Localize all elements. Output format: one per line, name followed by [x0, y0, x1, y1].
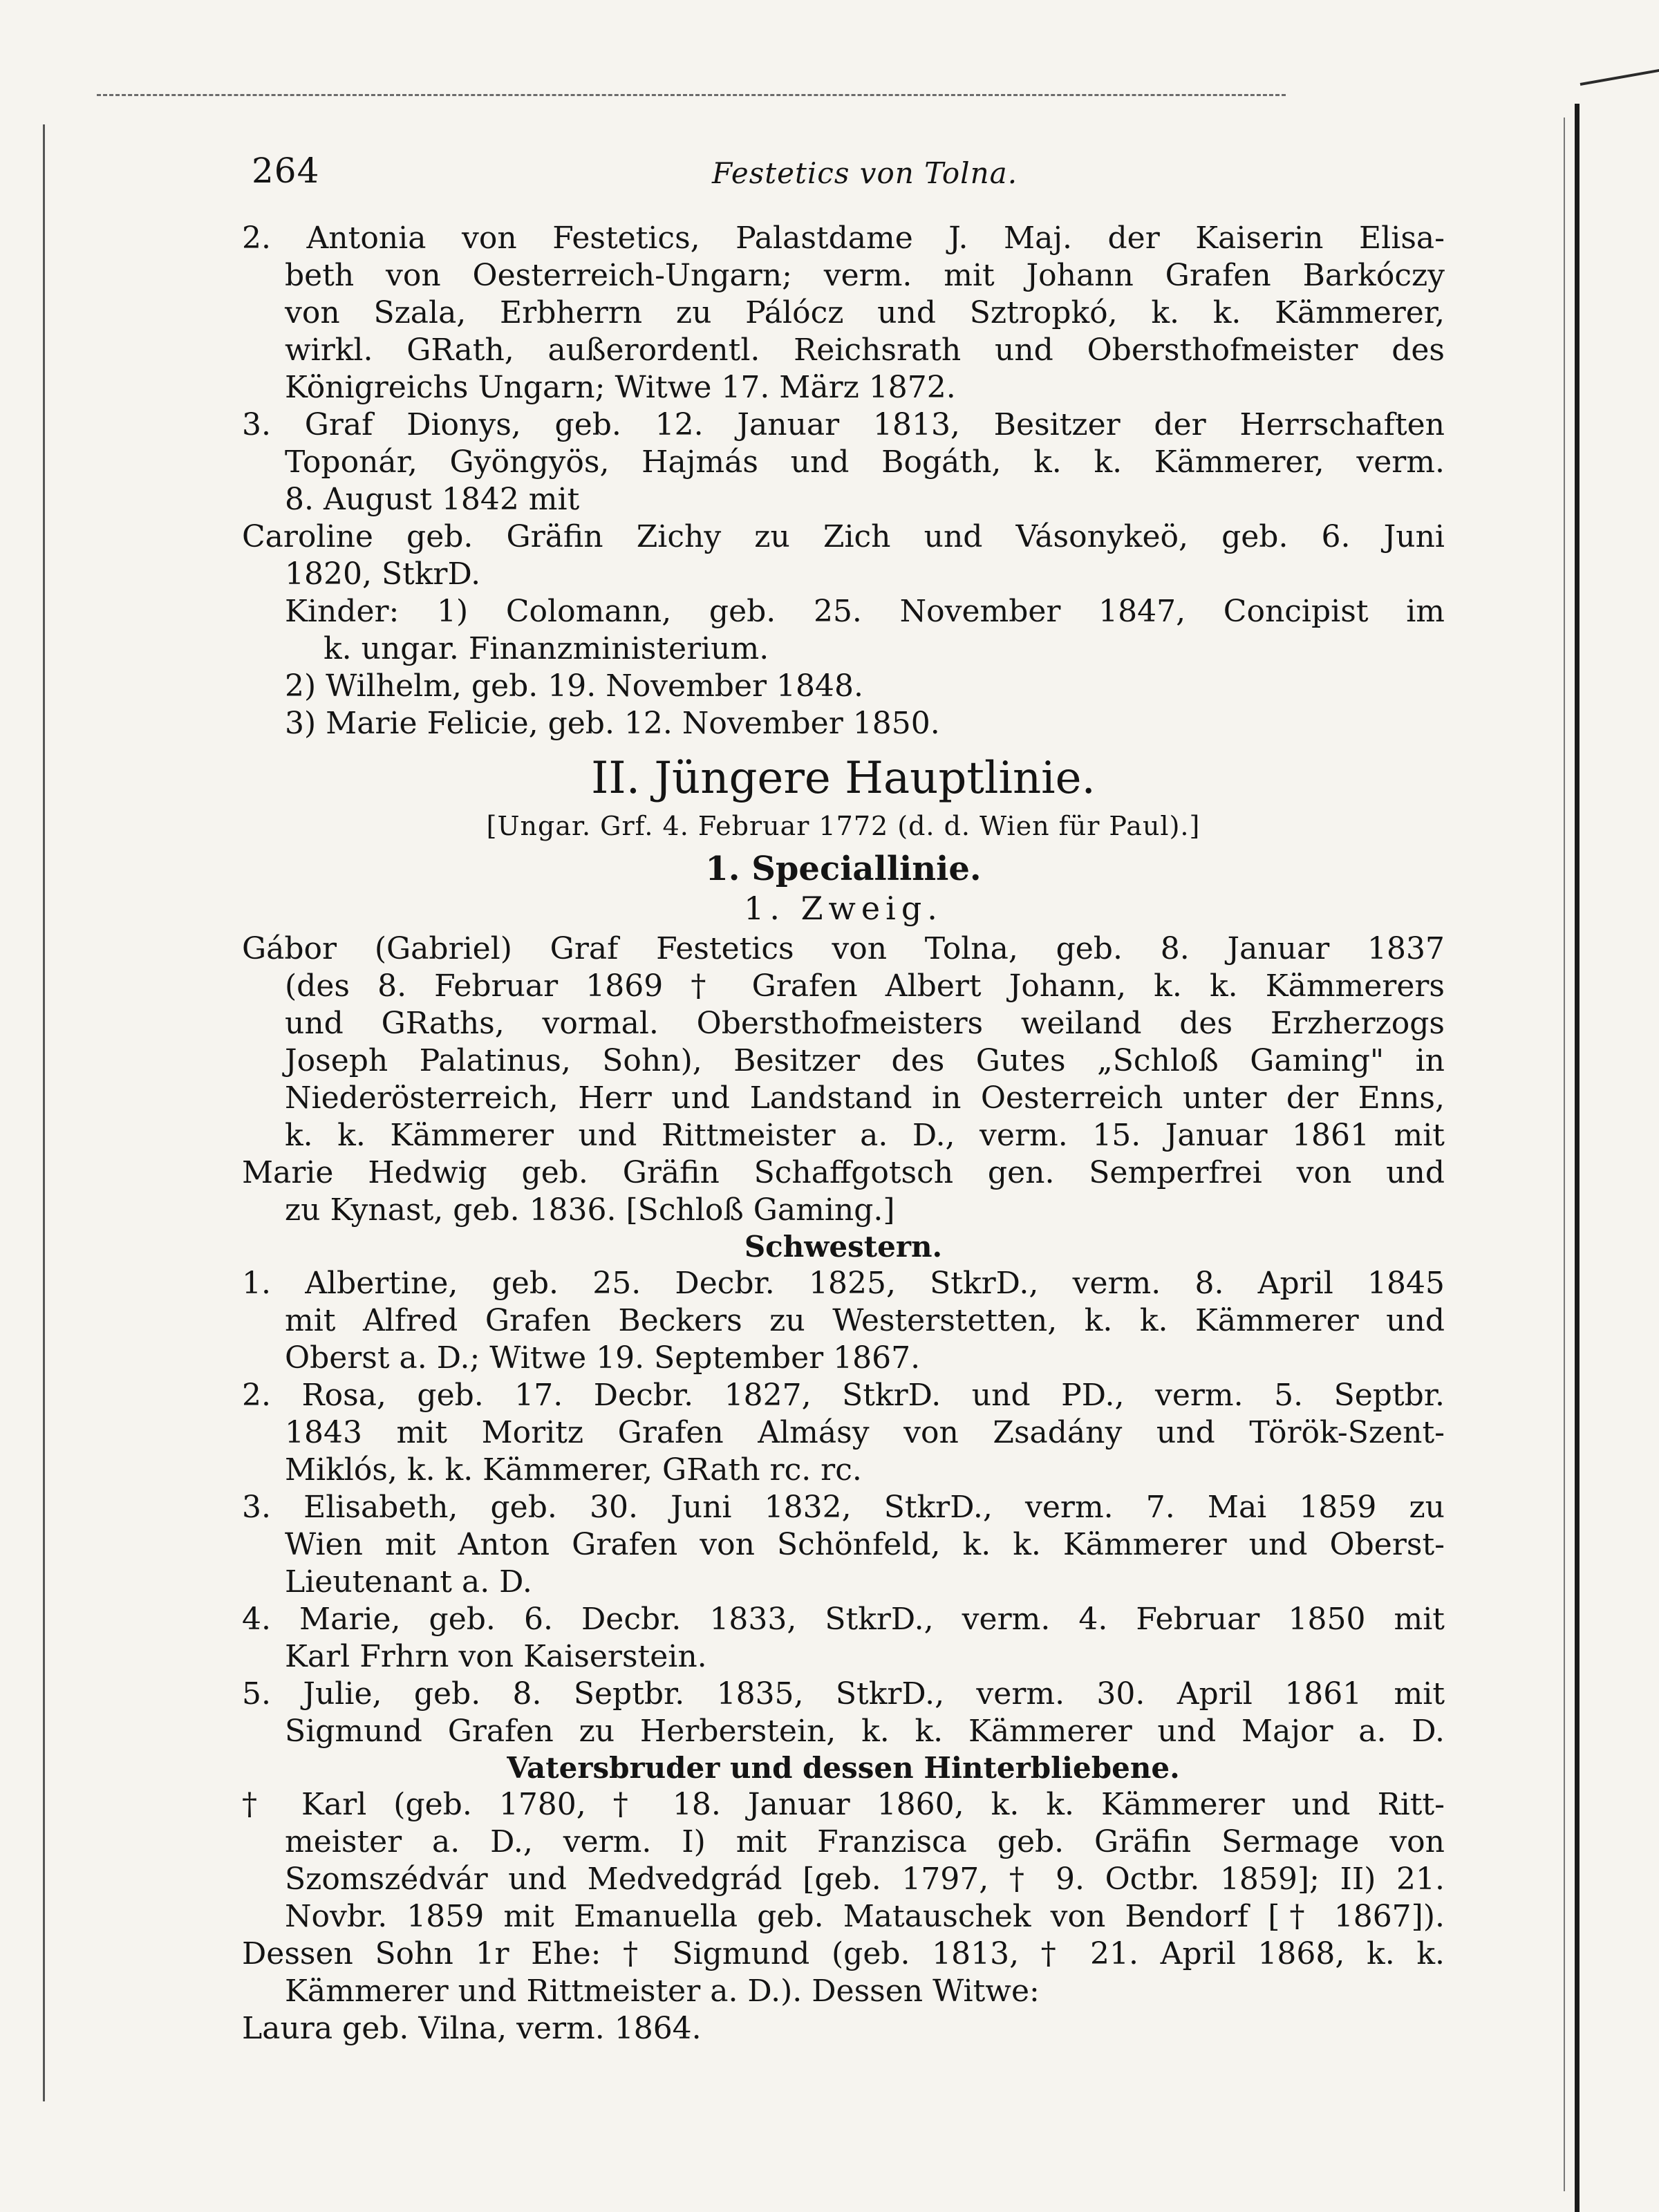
text-line: 1. Albertine, geb. 25. Decbr. 1825, StkrD., verm. 8. April 1845: [242, 1266, 1445, 1301]
text-line: 4. Marie, geb. 6. Decbr. 1833, StkrD., verm. 4. Februar 1850 mit: [242, 1602, 1445, 1637]
text-line: (des 8. Februar 1869 † Grafen Albert Johann, k. k. Kämmerers: [285, 968, 1445, 1004]
section-subheading: [Ungar. Grf. 4. Februar 1772 (d. d. Wien für Paul).]: [486, 811, 1201, 841]
right-spine-edge: [1575, 104, 1580, 2212]
text-line: Novbr. 1859 mit Emanuella geb. Matauschek von Bendorf [† 1867]).: [285, 1899, 1445, 1934]
text-line: 2. Rosa, geb. 17. Decbr. 1827, StkrD. und PD., verm. 5. Septbr.: [242, 1378, 1445, 1413]
left-edge-rule: [43, 124, 45, 2101]
text-line: Kämmerer und Rittmeister a. D.). Dessen Witwe:: [285, 1974, 1040, 2009]
text-line: † Karl (geb. 1780, † 18. Januar 1860, k. k. Kämmerer und Ritt-: [242, 1787, 1445, 1822]
text-line: Sigmund Grafen zu Herberstein, k. k. Kämmerer und Major a. D.: [285, 1714, 1445, 1749]
text-line: Karl Frhrn von Kaiserstein.: [285, 1639, 707, 1674]
text-line: 2) Wilhelm, geb. 19. November 1848.: [285, 668, 863, 704]
top-rule: [97, 94, 1286, 96]
text-line: Caroline geb. Gräfin Zichy zu Zich und Vásonykeö, geb. 6. Juni: [242, 519, 1445, 554]
text-line: Niederösterreich, Herr und Landstand in Oesterreich unter der Enns,: [285, 1080, 1445, 1116]
running-title: Festetics von Tolna.: [712, 156, 1018, 190]
branch-heading: 1. Zweig.: [744, 890, 943, 927]
text-line: von Szala, Erbherrn zu Pálócz und Sztropkó, k. k. Kämmerer,: [285, 295, 1445, 330]
text-line: 5. Julie, geb. 8. Septbr. 1835, StkrD., verm. 30. April 1861 mit: [242, 1676, 1445, 1712]
text-line: 3. Elisabeth, geb. 30. Juni 1832, StkrD., verm. 7. Mai 1859 zu: [242, 1490, 1445, 1525]
text-line: Marie Hedwig geb. Gräfin Schaffgotsch gen. Semperfrei von und: [242, 1155, 1445, 1190]
text-line: meister a. D., verm. I) mit Franzisca geb. Gräfin Sermage von: [285, 1824, 1445, 1859]
text-line: Kinder: 1) Colomann, geb. 25. November 1847, Concipist im: [285, 594, 1445, 629]
section-heading: II. Jüngere Hauptlinie.: [591, 753, 1096, 804]
text-line: Oberst a. D.; Witwe 19. September 1867.: [285, 1340, 921, 1376]
text-line: 1820, StkrD.: [285, 556, 481, 592]
text-line: Joseph Palatinus, Sohn), Besitzer des Gutes „Schloß Gaming" in: [285, 1043, 1445, 1078]
text-line: Miklós, k. k. Kämmerer, GRath rc. rc.: [285, 1452, 862, 1488]
text-line: Dessen Sohn 1r Ehe: † Sigmund (geb. 1813, † 21. April 1868, k. k.: [242, 1936, 1445, 1971]
text-line: 8. August 1842 mit: [285, 482, 580, 517]
sisters-heading: Schwestern.: [744, 1230, 943, 1264]
page-number: 264: [252, 151, 320, 191]
page-body: [242, 220, 1445, 2047]
text-line: mit Alfred Grafen Beckers zu Westerstetten, k. k. Kämmerer und: [285, 1303, 1445, 1338]
text-line: 2. Antonia von Festetics, Palastdame J. Maj. der Kaiserin Elisa-: [242, 221, 1445, 256]
text-line: Königreichs Ungarn; Witwe 17. März 1872.: [285, 370, 956, 405]
line-heading: 1. Speciallinie.: [705, 850, 982, 888]
text-line: Wien mit Anton Grafen von Schönfeld, k. k. Kämmerer und Oberst-: [285, 1527, 1445, 1562]
right-inner-edge: [1564, 118, 1565, 2191]
text-line: Lieutenant a. D.: [285, 1564, 532, 1600]
text-line: 3. Graf Dionys, geb. 12. Januar 1813, Besitzer der Herrschaften: [242, 407, 1445, 442]
text-line: Toponár, Gyöngyös, Hajmás und Bogáth, k. k. Kämmerer, verm.: [285, 444, 1445, 480]
text-line: zu Kynast, geb. 1836. [Schloß Gaming.]: [285, 1192, 895, 1228]
text-line: Laura geb. Vilna, verm. 1864.: [242, 2011, 702, 2046]
uncle-heading: Vatersbruder und dessen Hinterbliebene.: [507, 1751, 1180, 1785]
text-line: k. ungar. Finanzministerium.: [324, 631, 769, 666]
right-corner-mark: [1580, 68, 1659, 86]
text-line: 3) Marie Felicie, geb. 12. November 1850.: [285, 706, 940, 741]
text-line: und GRaths, vormal. Obersthofmeisters weiland des Erzherzogs: [285, 1006, 1445, 1041]
text-line: k. k. Kämmerer und Rittmeister a. D., verm. 15. Januar 1861 mit: [285, 1118, 1445, 1153]
text-line: Szomszédvár und Medvedgrád [geb. 1797, † 9. Octbr. 1859]; II) 21.: [285, 1862, 1445, 1897]
text-line: beth von Oesterreich-Ungarn; verm. mit Johann Grafen Barkóczy: [285, 258, 1445, 293]
text-line: Gábor (Gabriel) Graf Festetics von Tolna, geb. 8. Januar 1837: [242, 931, 1445, 966]
text-line: wirkl. GRath, außerordentl. Reichsrath und Obersthofmeister des: [285, 332, 1445, 368]
text-line: 1843 mit Moritz Grafen Almásy von Zsadány und Török-Szent-: [285, 1415, 1445, 1450]
